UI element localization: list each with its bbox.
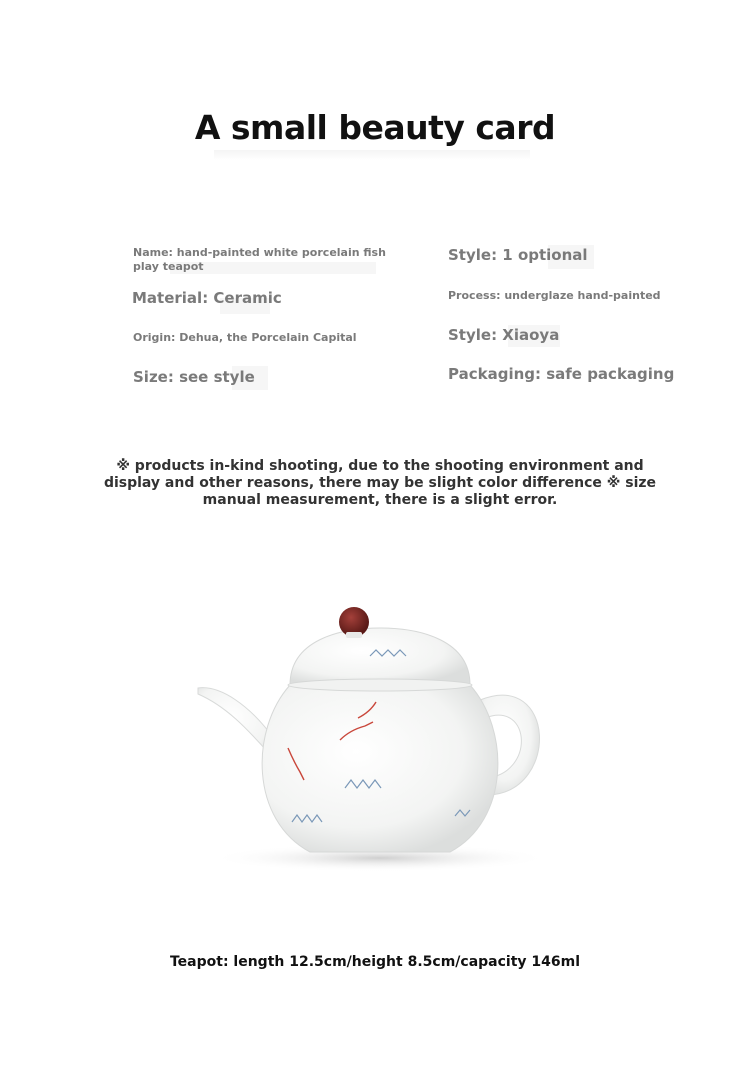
spec-process: Process: underglaze hand-painted [448, 289, 661, 302]
teapot-photo [180, 590, 580, 880]
page-title: A small beauty card [194, 108, 556, 147]
spec-material: Material: Ceramic [132, 289, 282, 307]
spec-origin: Origin: Dehua, the Porcelain Capital [133, 331, 357, 344]
spec-size: Size: see style [133, 368, 255, 386]
spec-style-optional: Style: 1 optional [448, 246, 588, 264]
teapot-dimensions-caption: Teapot: length 12.5cm/height 8.5cm/capacity 146ml [169, 954, 581, 970]
disclaimer-notice: ※ products in-kind shooting, due to the shooting environment and display and other reasons, there may be slight color difference ※ size manual measurement, there is a slight error. [103, 458, 657, 508]
spec-packaging: Packaging: safe packaging [448, 365, 675, 383]
spec-name: Name: hand-painted white porcelain fish play teapot [133, 246, 386, 273]
title-underlay [214, 150, 530, 160]
spec-style: Style: Xiaoya [448, 326, 560, 344]
